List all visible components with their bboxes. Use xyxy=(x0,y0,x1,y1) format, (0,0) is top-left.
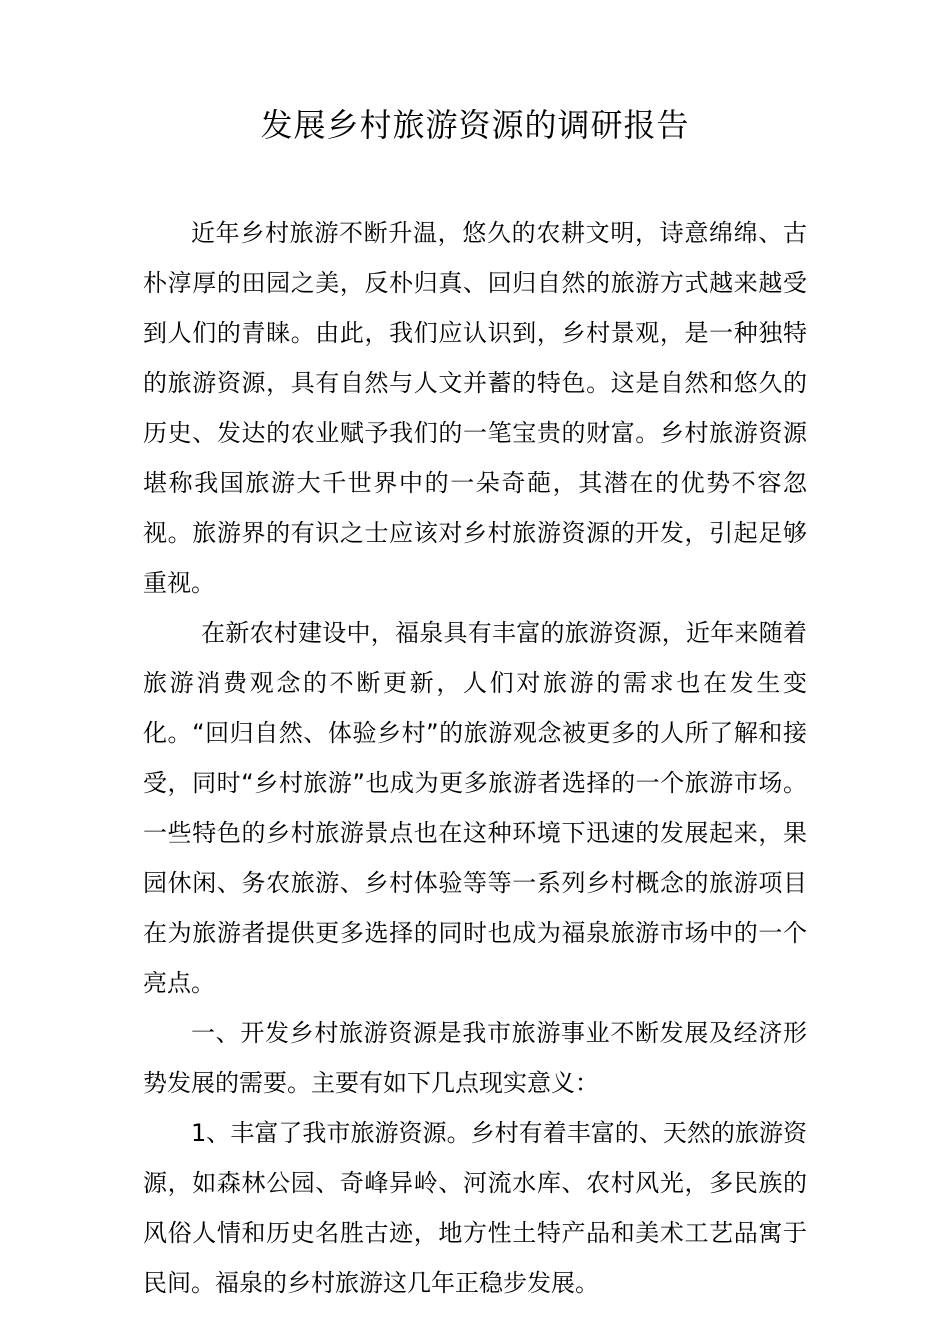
document-title: 发展乡村旅游资源的调研报告 xyxy=(260,106,690,144)
paragraph-new-countryside: 在新农村建设中，福泉具有丰富的旅游资源，近年来随着旅游消费观念的不断更新，人们对旅游的需求也在发生变化。“回归自然、体验乡村”的旅游观念被更多的人所了解和接受，同时“乡村旅游”也成为更多旅游者选择的一个旅游市场。一些特色的乡村旅游景点也在这种环境下迅速的发展起来，果园休闲、务农旅游、乡村体验等等一系列乡村概念的旅游项目在为旅游者提供更多选择的同时也成为福泉旅游市场中的一个亮点。 xyxy=(143,619,807,997)
paragraph-section-heading-1: 一、开发乡村旅游资源是我市旅游事业不断发展及经济形势发展的需要。主要有如下几点现实意义： xyxy=(143,1019,807,1097)
document-body xyxy=(143,208,807,1308)
paragraph-point-1: 1、丰富了我市旅游资源。乡村有着丰富的、天然的旅游资源，如森林公园、奇峰异岭、河流水库、农村风光，多民族的风俗人情和历史名胜古迹，地方性土特产品和美术工艺品寓于民间。福泉的乡村旅游这几年正稳步发展。 xyxy=(143,1119,807,1297)
paragraph-intro: 近年乡村旅游不断升温，悠久的农耕文明，诗意绵绵、古朴淳厚的田园之美，反朴归真、回归自然的旅游方式越来越受到人们的青睐。由此，我们应认识到，乡村景观，是一种独特的旅游资源，具有自然与人文并蓄的特色。这是自然和悠久的历史、发达的农业赋予我们的一笔宝贵的财富。乡村旅游资源堪称我国旅游大千世界中的一朵奇葩，其潜在的优势不容忽视。旅游界的有识之士应该对乡村旅游资源的开发，引起足够重视。 xyxy=(143,219,807,597)
